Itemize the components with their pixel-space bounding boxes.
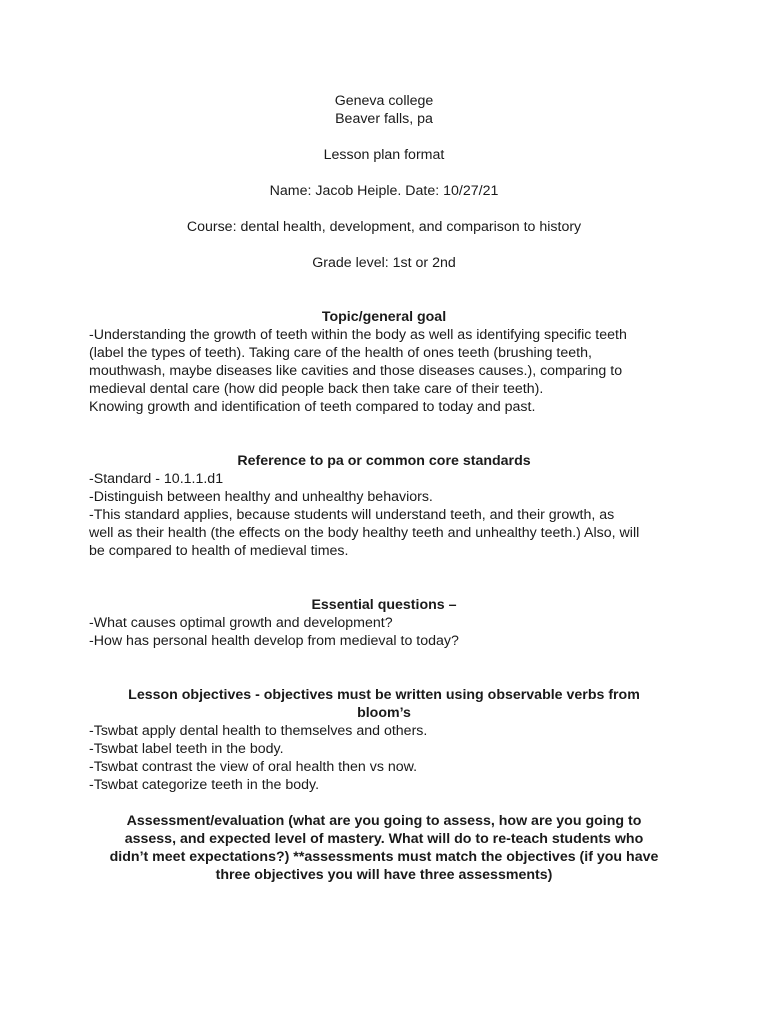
grade-line: Grade level: 1st or 2nd — [312, 255, 456, 271]
format-title: Lesson plan format — [323, 147, 445, 163]
spacer — [89, 560, 679, 596]
standards-line: be compared to health of medieval times. — [89, 543, 349, 559]
standards-line: well as their health (the effects on the body healthy teeth and unhealthy teeth.) Also, will — [89, 525, 640, 541]
topic-line: Knowing growth and identification of teeth compared to today and past. — [89, 399, 536, 415]
objectives-heading-line: Lesson objectives - objectives must be written using observable verbs from — [128, 687, 640, 703]
questions-body — [89, 614, 679, 650]
assessment-heading-line: didn’t meet expectations?) **assessments must match the objectives (if you have — [109, 849, 659, 865]
assessment-heading-line: assess, and expected level of mastery. What will do to re-teach students who — [124, 831, 644, 847]
college-location: Beaver falls, pa — [335, 111, 433, 127]
assessment-heading-line: Assessment/evaluation (what are you going to assess, how are you going to — [126, 813, 642, 829]
assessment-heading-line: three objectives you will have three assessments) — [215, 867, 553, 883]
objective-line: -Tswbat apply dental health to themselves and others. — [89, 723, 428, 739]
spacer — [89, 164, 679, 182]
college-name: Geneva college — [334, 93, 434, 109]
document-page — [89, 92, 679, 884]
topic-body — [89, 326, 679, 416]
spacer — [89, 128, 679, 146]
standards-heading: Reference to pa or common core standards — [237, 453, 531, 469]
name-date-line: Name: Jacob Heiple. Date: 10/27/21 — [269, 183, 499, 199]
spacer — [89, 416, 679, 452]
objective-line: -Tswbat label teeth in the body. — [89, 741, 284, 757]
objectives-heading-line: bloom’s — [357, 705, 411, 721]
objectives-body — [89, 722, 679, 794]
topic-line: medieval dental care (how did people back then take care of their teeth). — [89, 381, 544, 397]
standards-body — [89, 470, 679, 560]
standards-line: -This standard applies, because students will understand teeth, and their growth, as — [89, 507, 615, 523]
spacer — [89, 272, 679, 308]
spacer — [89, 650, 679, 686]
topic-line: -Understanding the growth of teeth within the body as well as identifying specific teeth — [89, 327, 627, 343]
spacer — [89, 200, 679, 218]
course-line: Course: dental health, development, and comparison to history — [186, 219, 582, 235]
topic-line: (label the types of teeth). Taking care of the health of ones teeth (brushing teeth, — [89, 345, 592, 361]
question-line: -What causes optimal growth and development? — [89, 615, 393, 631]
topic-line: mouthwash, maybe diseases like cavities and those diseases causes.), comparing to — [89, 363, 623, 379]
objective-line: -Tswbat contrast the view of oral health then vs now. — [89, 759, 418, 775]
standards-line: -Standard - 10.1.1.d1 — [89, 471, 224, 487]
question-line: -How has personal health develop from medieval to today? — [89, 633, 459, 649]
questions-heading: Essential questions – — [311, 597, 457, 613]
topic-heading: Topic/general goal — [321, 309, 447, 325]
standards-line: -Distinguish between healthy and unhealthy behaviors. — [89, 489, 433, 505]
assessment-heading — [89, 812, 679, 884]
objectives-heading — [89, 686, 679, 722]
objective-line: -Tswbat categorize teeth in the body. — [89, 777, 320, 793]
spacer — [89, 794, 679, 812]
spacer — [89, 236, 679, 254]
